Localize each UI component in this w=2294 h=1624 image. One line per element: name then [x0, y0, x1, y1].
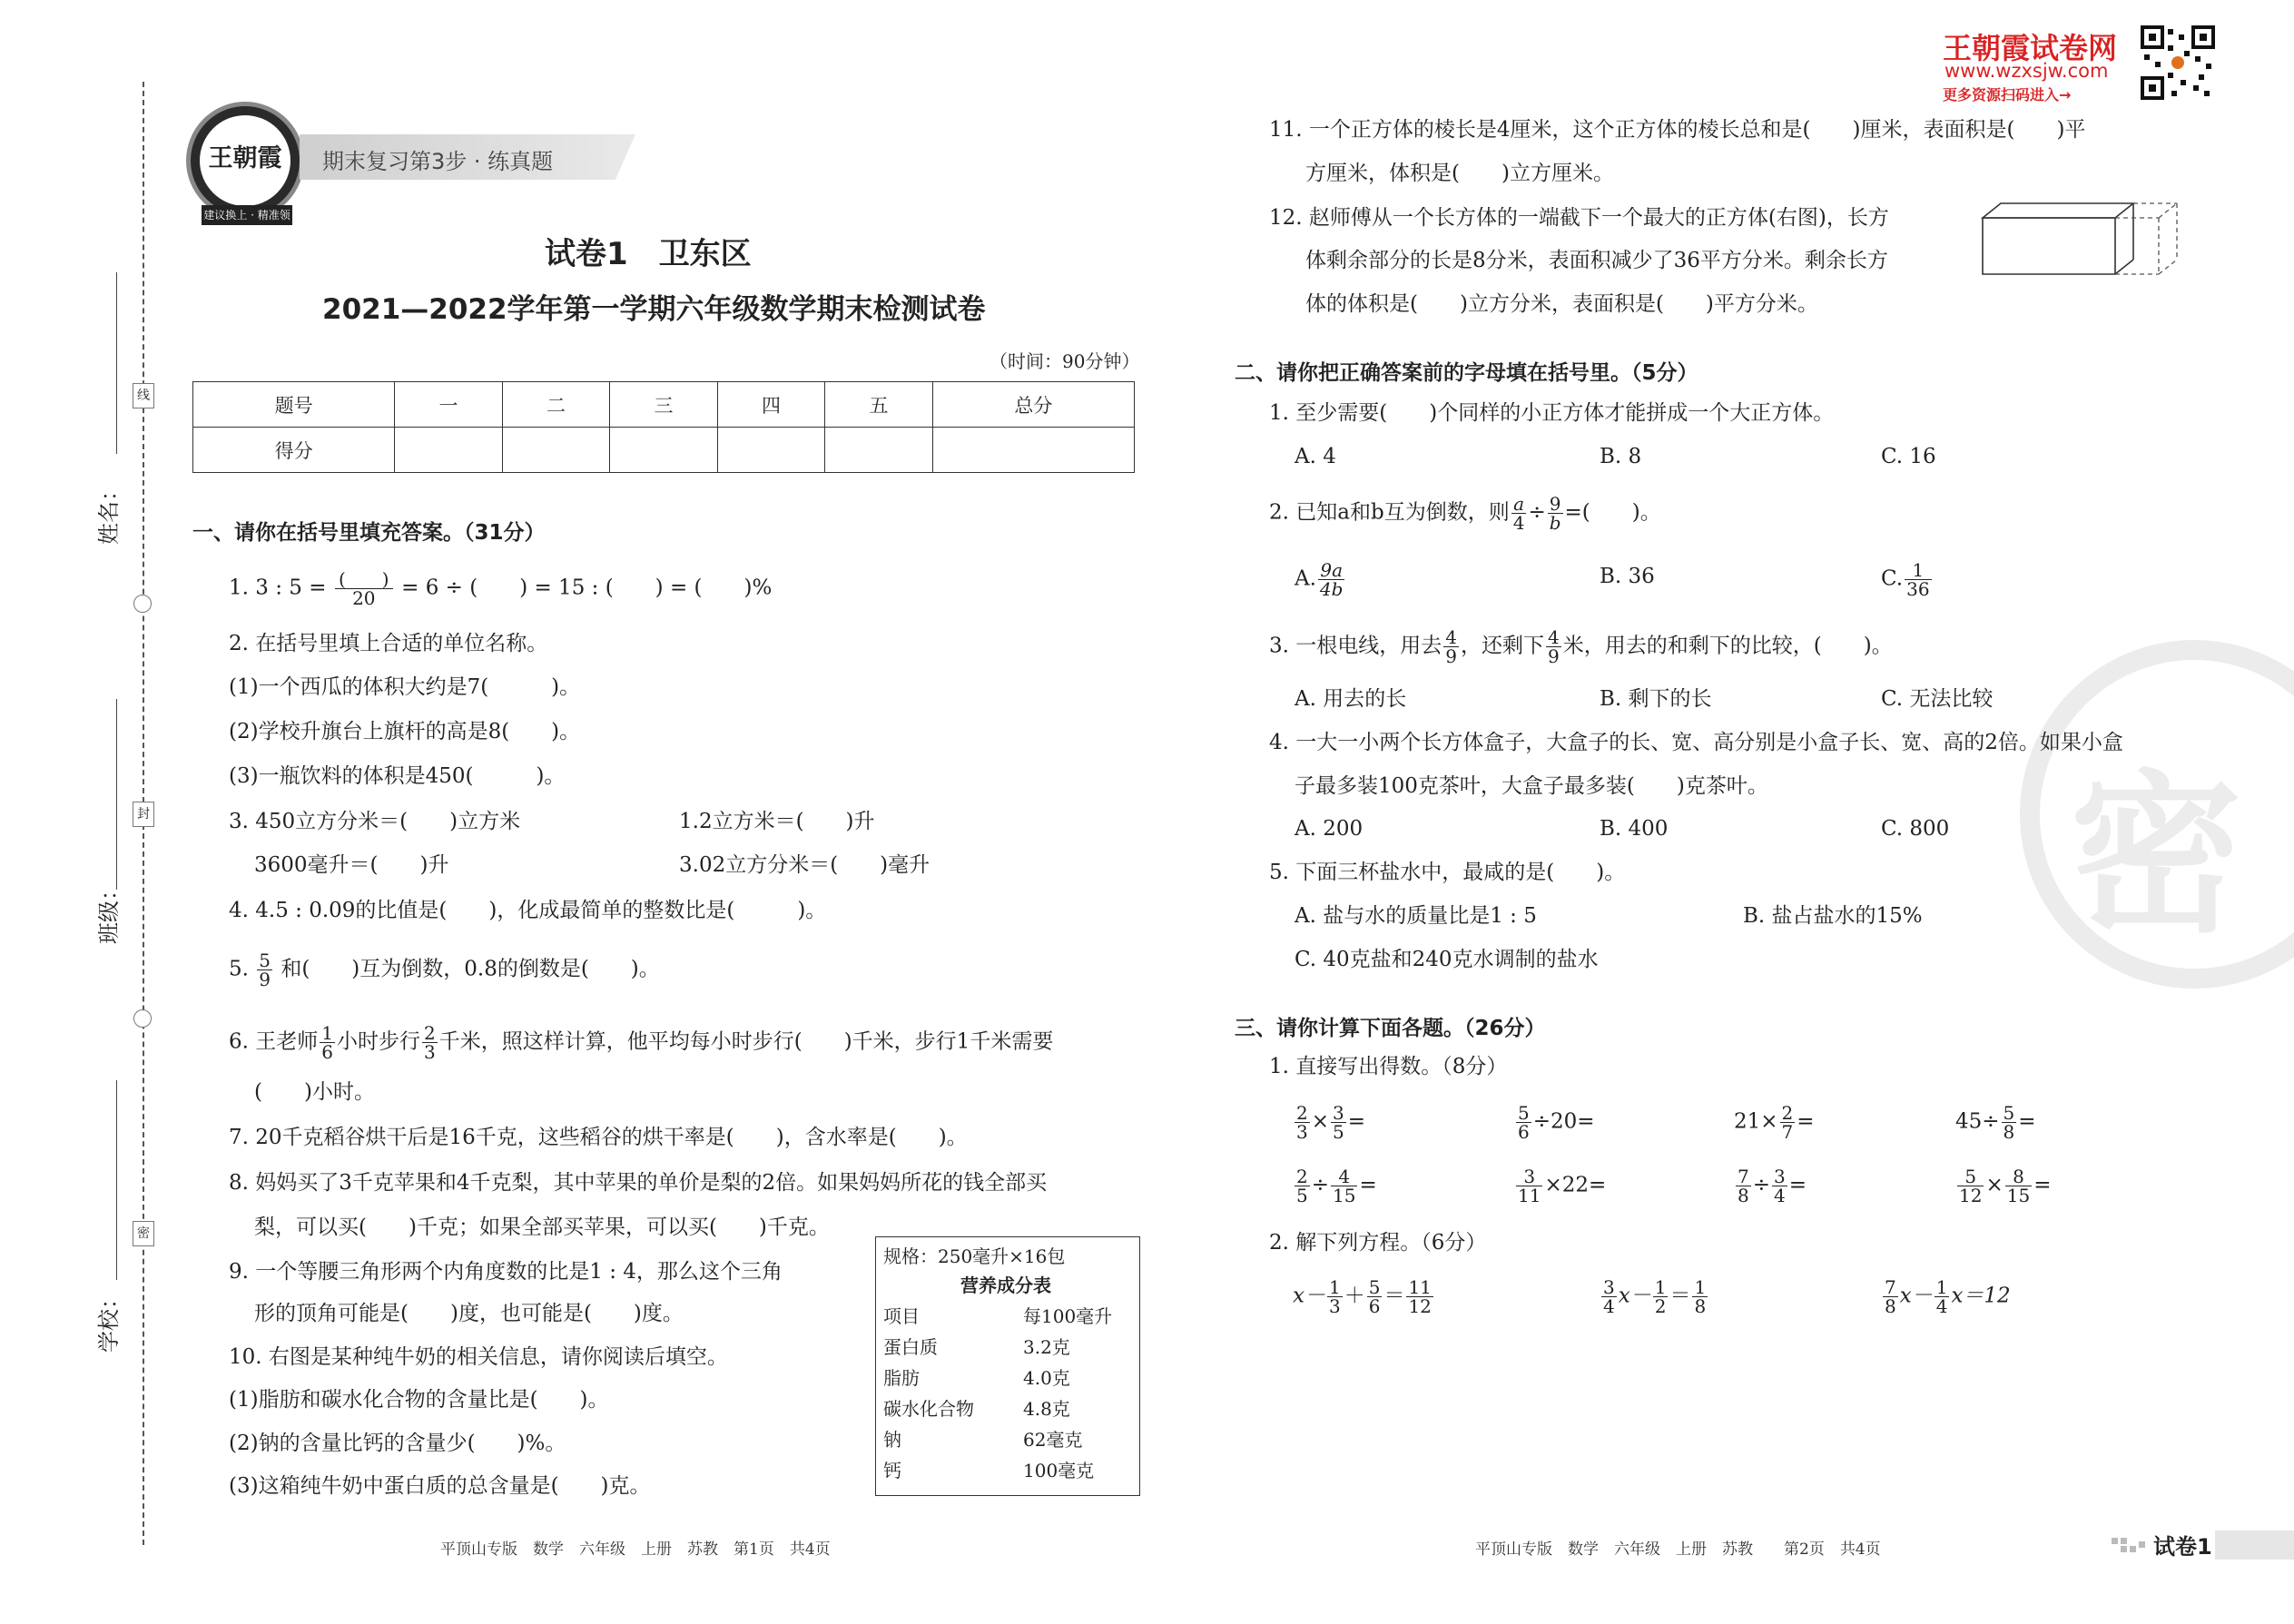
- s1-q5-pre: 5.: [229, 957, 249, 981]
- s1-q1: [229, 570, 772, 607]
- calc-den: 4: [1774, 1185, 1786, 1206]
- calc-eq: =: [2018, 1109, 2036, 1134]
- eq2-a: x－: [1618, 1284, 1651, 1308]
- score-cell[interactable]: [502, 428, 610, 473]
- calc-item: [1293, 1104, 1365, 1141]
- s2-q2-pre: 2. 已知a和b互为倒数，则: [1269, 500, 1510, 525]
- nutrition-value: 每100毫升: [1023, 1305, 1113, 1327]
- footer-tag-dots: [2112, 1536, 2148, 1554]
- calc-den: 15: [2006, 1185, 2031, 1206]
- calc-den: 12: [1959, 1185, 1983, 1206]
- s1-q3-d: 3.02立方分米＝( )毫升: [679, 853, 930, 877]
- calc-num: 4: [1331, 1167, 1357, 1186]
- s2-q3-n2: 4: [1548, 626, 1560, 648]
- calc-num: 3: [1516, 1167, 1542, 1186]
- eq2-b: ＝: [1669, 1284, 1691, 1308]
- eq3-d1: 8: [1885, 1295, 1896, 1317]
- score-table-header-row: [193, 382, 1135, 428]
- score-cell[interactable]: [610, 428, 718, 473]
- nutrition-value: 100毫克: [1023, 1460, 1095, 1481]
- s1-q5-post: 和( )互为倒数，0.8的倒数是( )。: [281, 957, 660, 981]
- s1-q11-2: 方厘米，体积是( )立方厘米。: [1305, 162, 1614, 185]
- seal-mark: 封: [133, 802, 154, 827]
- eq2-n2: 1: [1654, 1276, 1667, 1298]
- eq2-d2: 2: [1654, 1295, 1667, 1317]
- calc-item: [1514, 1104, 1595, 1141]
- s1-q6-frac1: [320, 1024, 335, 1061]
- footer-tag-bar: [2215, 1530, 2294, 1560]
- s2-q3-frac2: [1546, 628, 1561, 665]
- calc-op: ×: [1985, 1173, 2004, 1197]
- s1-q10: 10. 右图是某种纯牛奶的相关信息，请你阅读后填空。: [229, 1345, 728, 1369]
- s2-q2-opt-c-den: 36: [1906, 578, 1930, 600]
- s2-q2-opt-a[interactable]: [1295, 561, 1346, 598]
- cuboid-figure: [1981, 202, 2181, 276]
- s2-q4-opt-c[interactable]: C. 800: [1881, 817, 1950, 841]
- paper-title: 试卷1 卫东区: [545, 236, 752, 272]
- eq1-a: x－: [1293, 1284, 1325, 1308]
- s1-q6-d1: 6: [321, 1041, 333, 1063]
- brand-badge: [186, 102, 304, 220]
- site-hint: 更多资源扫码进入→: [1943, 86, 2072, 103]
- s1-q10-3: (3)这箱纯牛奶中蛋白质的总含量是( )克。: [229, 1474, 651, 1498]
- eq1-n2: 5: [1368, 1276, 1381, 1298]
- s2-q4-1: 4. 一大一小两个长方体盒子，大盒子的长、宽、高分别是小盒子长、宽、高的2倍。如果小盒: [1269, 731, 2123, 754]
- calc-op: ÷20: [1532, 1109, 1578, 1134]
- s1-q6-d2: 3: [424, 1041, 436, 1063]
- class-underline: [116, 699, 117, 890]
- s1-q6-pre: 6. 王老师: [229, 1029, 319, 1054]
- s2-q5: 5. 下面三杯盐水中，最咸的是( )。: [1269, 861, 1626, 884]
- line-mark: 线: [133, 383, 154, 408]
- score-row-label: 得分: [193, 428, 395, 473]
- s1-q10-2: (2)钠的含量比钙的含量少( )%。: [229, 1432, 566, 1455]
- s3-q1: 1. 直接写出得数。（8分）: [1269, 1055, 1508, 1078]
- name-label: 姓名：: [96, 479, 122, 545]
- calc-op: ÷: [1752, 1173, 1771, 1197]
- eq1-n1: 1: [1328, 1276, 1341, 1298]
- eq2-n3: 1: [1694, 1276, 1707, 1298]
- s1-q1-frac: $\frac{( )}{20}$: [335, 570, 393, 607]
- calc-eq: =: [1797, 1109, 1815, 1134]
- calc-den: 8: [1738, 1185, 1749, 1206]
- s1-q7: 7. 20千克稻谷烘干后是16千克，这些稻谷的烘干率是( )，含水率是( )。: [229, 1126, 968, 1149]
- calc-den: 7: [1781, 1121, 1794, 1143]
- section1-title: 一、请你在括号里填充答案。（31分）: [192, 521, 546, 545]
- s2-q2-post: =( )。: [1564, 500, 1661, 525]
- calc-eq: =: [1577, 1109, 1595, 1134]
- footer-tag: 试卷1: [2153, 1534, 2212, 1560]
- nutrition-title: 营养成分表: [960, 1275, 1051, 1296]
- s2-q2-opt-c-frac: [1905, 561, 1931, 598]
- eq1-b: ＋: [1344, 1284, 1365, 1308]
- calc-num: 7: [1738, 1166, 1749, 1187]
- calc-num: 3: [1774, 1166, 1786, 1187]
- s2-q1-opt-a[interactable]: A. 4: [1295, 445, 1336, 468]
- score-table-header-cell: 四: [717, 382, 825, 428]
- footer-right: 平顶山专版 数学 六年级 上册 苏教 第2页 共4页: [1475, 1540, 1881, 1559]
- equation-2: [1600, 1278, 1709, 1315]
- s1-q11-1: 11. 一个正方体的棱长是4厘米，这个正方体的棱长总和是( )厘米，表面积是( )平: [1269, 118, 2086, 142]
- s2-q4-2: 子最多装100克茶叶，大盒子最多装( )克茶叶。: [1295, 774, 1768, 798]
- s2-q3-pre: 3. 一根电线，用去: [1269, 634, 1442, 658]
- s2-q2-d2: b: [1549, 512, 1561, 534]
- s1-q6-post: 千米，照这样计算，他平均每小时步行( )千米，步行1千米需要: [438, 1029, 1054, 1054]
- score-table-header-cell: 一: [395, 382, 503, 428]
- nutrition-row: [883, 1455, 1128, 1486]
- calc-op: 21×: [1734, 1109, 1778, 1134]
- calc-item: [1734, 1104, 1815, 1141]
- nutrition-item: 项目: [883, 1305, 920, 1327]
- calc-num: 2: [1296, 1102, 1308, 1124]
- score-table-header-cell: 五: [825, 382, 933, 428]
- calc-num: 5: [1518, 1102, 1530, 1124]
- calc-eq: =: [1589, 1173, 1607, 1197]
- footer-left: 平顶山专版 数学 六年级 上册 苏教 第1页 共4页: [440, 1540, 831, 1559]
- s1-q6-n1: 1: [321, 1022, 333, 1044]
- s2-q2-opt-b[interactable]: B. 36: [1600, 565, 1655, 588]
- calc-eq: =: [1788, 1173, 1807, 1197]
- calc-num: 2: [1781, 1102, 1794, 1124]
- calc-den: 5: [1333, 1121, 1344, 1143]
- secret-mark: 密: [133, 1221, 154, 1246]
- s2-q2-opt-c-label: C.: [1881, 566, 1904, 591]
- s1-q5-num: 5: [259, 950, 271, 971]
- s2-q1-opt-b[interactable]: B. 8: [1600, 445, 1642, 468]
- nutrition-item: 碳水化合物: [883, 1398, 974, 1420]
- calc-op: ×22: [1544, 1173, 1589, 1197]
- s2-q5-opt-c[interactable]: C. 40克盐和240克水调制的盐水: [1295, 948, 1599, 971]
- score-table-header-cell: 题号: [193, 382, 395, 428]
- eq1-c: ＝: [1383, 1284, 1405, 1308]
- s1-q10-1: (1)脂肪和碳水化合物的含量比是( )。: [229, 1388, 609, 1412]
- nutrition-row: [883, 1363, 1128, 1393]
- s1-q5-den: 9: [259, 969, 271, 990]
- s2-q2-d1: 4: [1512, 512, 1525, 534]
- calc-den: 11: [1518, 1185, 1541, 1206]
- score-table-header-cell: 二: [502, 382, 610, 428]
- calc-den: 15: [1333, 1185, 1356, 1206]
- step-banner-text: 期末复习第3步 · 练真题: [322, 149, 554, 174]
- site-name: 王朝霞试卷网: [1943, 31, 2118, 65]
- calc-eq: =: [1359, 1173, 1377, 1197]
- calc-op: ÷: [1311, 1173, 1330, 1197]
- s2-q2-n1: a: [1511, 495, 1527, 514]
- s1-q2: 2. 在括号里填上合适的单位名称。: [229, 632, 548, 655]
- name-underline: [116, 272, 117, 454]
- calc-den: 3: [1296, 1121, 1308, 1143]
- nutrition-item: 钠: [883, 1429, 901, 1451]
- s1-q2-3: (3)一瓶饮料的体积是450( )。: [229, 764, 566, 788]
- eq3-n1: 7: [1885, 1276, 1896, 1298]
- s1-q12-2: 体剩余部分的长是8分米，表面积减少了36平方分米。剩余长方: [1305, 249, 1888, 272]
- nutrition-table: [875, 1236, 1140, 1496]
- section2-title: 二、请你把正确答案前的字母填在括号里。（5分）: [1235, 361, 1698, 385]
- score-cell[interactable]: [395, 428, 503, 473]
- s1-q1-den: 20: [352, 587, 376, 609]
- s1-q5-frac: [257, 951, 272, 989]
- seal-watermark-char: 密: [2070, 755, 2243, 956]
- site-url[interactable]: www.wzxsjw.com: [1944, 60, 2109, 82]
- eq1-d1: 3: [1328, 1295, 1341, 1317]
- eq3-a: x－: [1899, 1284, 1933, 1308]
- school-label: 学校：: [96, 1287, 122, 1353]
- s1-q6: [229, 1024, 1053, 1061]
- s1-q9-2: 形的顶角可能是( )度，也可能是( )度。: [254, 1302, 684, 1325]
- nutrition-spec: 规格：250毫升×16包: [883, 1245, 1066, 1267]
- score-table-score-row: [193, 428, 1135, 473]
- s2-q3: [1269, 628, 1893, 665]
- s1-q3-a: 3. 450立方分米＝( )立方米: [229, 810, 521, 833]
- eq2-n1: 3: [1603, 1276, 1615, 1298]
- brand-badge-inner: 王朝霞: [200, 115, 290, 206]
- s1-q3-b: 1.2立方米＝( )升: [679, 810, 875, 833]
- calc-num: 2: [1296, 1166, 1308, 1187]
- calc-op: 45÷: [1955, 1109, 2000, 1134]
- eq3-d2: 4: [1935, 1295, 1948, 1317]
- s2-q3-opt-c[interactable]: C. 无法比较: [1881, 687, 1994, 711]
- time-limit: （时间：90分钟）: [989, 350, 1140, 372]
- s1-q6-mid: 小时步行: [337, 1029, 420, 1054]
- s1-q1-a: 1. 3 : 5 =: [229, 576, 327, 600]
- calc-item: [1293, 1167, 1377, 1205]
- s2-q2-opt-a-label: A.: [1295, 566, 1316, 591]
- score-table-header-cell: 三: [610, 382, 718, 428]
- s2-q3-opt-b[interactable]: B. 剩下的长: [1600, 687, 1712, 711]
- s1-q3-c: 3600毫升＝( )升: [254, 853, 449, 877]
- nutrition-value: 4.8克: [1023, 1398, 1070, 1420]
- calc-item: [1955, 1104, 2036, 1141]
- s2-q1: 1. 至少需要( )个同样的小正方体才能拼成一个大正方体。: [1269, 401, 1835, 425]
- s1-q6-line2: ( )小时。: [254, 1080, 375, 1104]
- s2-q1-opt-c[interactable]: C. 16: [1881, 445, 1936, 468]
- s2-q3-frac1: [1443, 628, 1459, 665]
- eq1-d2: 6: [1368, 1295, 1381, 1317]
- s1-q1-b: = 6 ÷ ( ) = 15 : ( ) = ( )%: [401, 576, 773, 600]
- nutrition-row: [883, 1393, 1128, 1424]
- nutrition-row: [883, 1301, 1128, 1332]
- s2-q3-n1: 4: [1445, 626, 1457, 648]
- calc-den: 8: [2003, 1121, 2015, 1143]
- score-cell[interactable]: [932, 428, 1134, 473]
- equation-3: [1881, 1278, 2011, 1315]
- s1-q6-n2: 2: [424, 1022, 436, 1044]
- s1-q12-1: 12. 赵师傅从一个长方体的一端截下一个最大的正方体(右图)，长方: [1269, 206, 1889, 230]
- calc-eq: =: [1347, 1109, 1366, 1134]
- nutrition-value: 62毫克: [1023, 1429, 1083, 1451]
- calc-num: 3: [1333, 1102, 1344, 1124]
- s1-q12-3: 体的体积是( )立方分米，表面积是( )平方分米。: [1305, 292, 1818, 316]
- s2-q4-opt-b[interactable]: B. 400: [1600, 817, 1669, 841]
- nutrition-row: [883, 1424, 1128, 1455]
- badge-ribbon: 建议换上 · 精准领跑: [202, 205, 292, 225]
- nutrition-item: 钙: [883, 1460, 901, 1481]
- s2-q2-frac2: [1548, 495, 1563, 532]
- s2-q2: [1269, 495, 1661, 532]
- school-underline: [116, 1080, 117, 1280]
- equation-1: [1293, 1278, 1435, 1315]
- s2-q5-opt-b[interactable]: B. 盐占盐水的15%: [1743, 904, 1923, 928]
- s2-q2-opt-a-den: 4b: [1319, 578, 1344, 600]
- calc-op: ×: [1311, 1109, 1330, 1134]
- score-table: [192, 381, 1135, 473]
- calc-num: 5: [1957, 1167, 1984, 1186]
- s2-q3-d2: 9: [1548, 645, 1560, 667]
- score-cell[interactable]: [717, 428, 825, 473]
- nutrition-item: 蛋白质: [883, 1336, 938, 1358]
- s2-q2-div: ÷: [1528, 500, 1546, 525]
- s2-q3-mid: ，还剩下: [1461, 634, 1544, 658]
- s1-q8-2: 梨，可以买( )千克；如果全部买苹果，可以买( )千克。: [254, 1216, 830, 1239]
- s1-q2-2: (2)学校升旗台上旗杆的高是8( )。: [229, 720, 581, 743]
- calc-item: [1514, 1167, 1606, 1205]
- eq2-d1: 4: [1603, 1295, 1615, 1317]
- calc-den: 5: [1296, 1185, 1308, 1206]
- s1-q8-1: 8. 妈妈买了3千克苹果和4千克梨，其中苹果的单价是梨的2倍。如果妈妈所花的钱全部买: [229, 1171, 1048, 1195]
- calc-num: 8: [2005, 1167, 2032, 1186]
- class-label: 班级：: [96, 879, 122, 944]
- s1-q6-frac2: [422, 1024, 438, 1061]
- s2-q2-opt-a-num: 9a: [1318, 561, 1345, 580]
- calc-num: 5: [2003, 1102, 2015, 1124]
- s3-q2: 2. 解下列方程。（6分）: [1269, 1231, 1487, 1255]
- eq2-d3: 8: [1694, 1295, 1707, 1317]
- nutrition-row: [883, 1332, 1128, 1363]
- s1-q2-1: (1)一个西瓜的体积大约是7( )。: [229, 675, 581, 699]
- binding-hole-1: [133, 595, 152, 613]
- score-cell[interactable]: [825, 428, 933, 473]
- eq1-d3: 12: [1408, 1295, 1432, 1317]
- s1-q5: [229, 951, 660, 989]
- calc-item: [1734, 1167, 1807, 1205]
- calc-eq: =: [2033, 1173, 2052, 1197]
- nutrition-value: 4.0克: [1023, 1367, 1070, 1389]
- s2-q4-opt-a[interactable]: A. 200: [1295, 817, 1364, 841]
- calc-den: 6: [1518, 1121, 1530, 1143]
- s2-q3-opt-a[interactable]: A. 用去的长: [1295, 687, 1407, 711]
- s2-q2-frac1: [1511, 495, 1527, 532]
- s2-q2-opt-c-num: 1: [1905, 561, 1931, 580]
- s1-q9-1: 9. 一个等腰三角形两个内角度数的比是1 : 4，那么这个三角: [229, 1260, 783, 1284]
- eq1-n3: 11: [1408, 1276, 1432, 1298]
- eq3-n2: 1: [1935, 1276, 1948, 1298]
- nutrition-item: 脂肪: [883, 1367, 920, 1389]
- qr-code-icon[interactable]: [2141, 25, 2215, 100]
- s2-q3-post: 米，用去的和剩下的比较，( )。: [1562, 634, 1893, 658]
- s1-q4: 4. 4.5 : 0.09的比值是( )，化成最简单的整数比是( )。: [229, 899, 827, 922]
- nutrition-value: 3.2克: [1023, 1336, 1070, 1358]
- score-table-header-cell: 总分: [932, 382, 1134, 428]
- calc-item: [1955, 1167, 2051, 1205]
- section3-title: 三、请你计算下面各题。（26分）: [1235, 1017, 1546, 1040]
- paper-subtitle: 2021—2022学年第一学期六年级数学期末检测试卷: [322, 293, 986, 326]
- s2-q2-opt-c[interactable]: [1881, 561, 1934, 598]
- s2-q2-opt-a-frac: [1318, 561, 1345, 598]
- s2-q3-d1: 9: [1445, 645, 1457, 667]
- eq3-b: x＝12: [1951, 1284, 2011, 1308]
- s2-q2-n2: 9: [1548, 495, 1563, 514]
- s2-q5-opt-a[interactable]: A. 盐与水的质量比是1 : 5: [1295, 904, 1537, 928]
- binding-hole-2: [133, 1009, 152, 1028]
